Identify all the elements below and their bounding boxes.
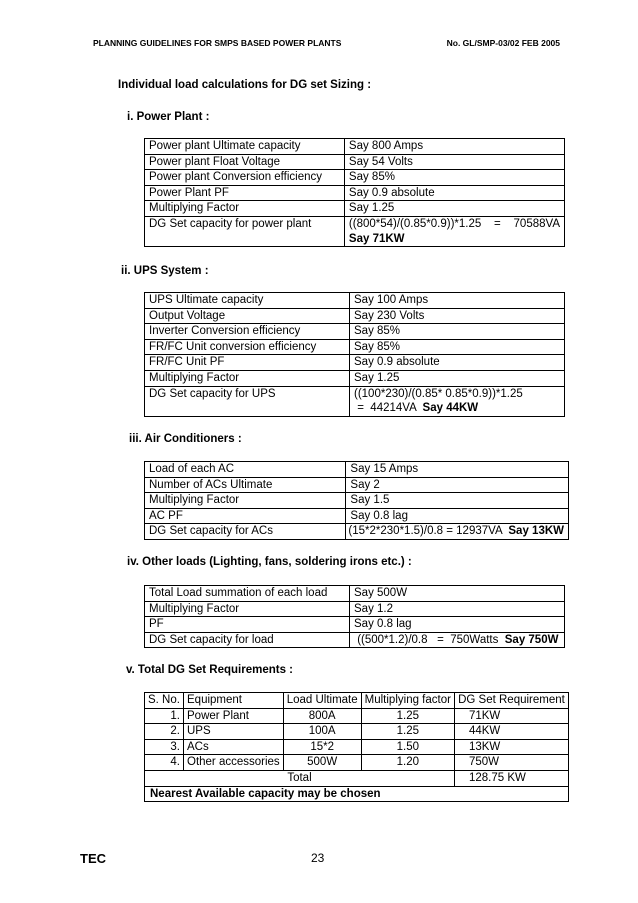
footer-org: TEC [80, 851, 106, 866]
total-label: Total [145, 770, 455, 786]
table-row [145, 477, 569, 493]
formula-text: ((100*230)/(0.85* 0.85*0.9))*1.25 [354, 387, 523, 400]
param-value: Say 1.25 [350, 370, 565, 386]
param-value: Say 85% [344, 170, 564, 186]
cell-requirement: 44KW [454, 724, 568, 740]
param-value: Say 500W [350, 586, 565, 602]
capacity-note: Nearest Available capacity may be chosen [150, 787, 381, 800]
param-label: Power plant Ultimate capacity [145, 139, 345, 155]
cell-requirement: 750W [454, 755, 568, 771]
param-label: Load of each AC [145, 462, 346, 478]
page-title: Individual load calculations for DG set Sizing : [118, 79, 372, 91]
cell-load: 100A [283, 724, 361, 740]
cell-equipment: Power Plant [184, 708, 284, 724]
ups-table [144, 292, 565, 417]
param-value: Say 100 Amps [350, 293, 565, 309]
formula-text: ((800*54)/(0.85*0.9))*1.25 = 70588VA [348, 217, 560, 230]
document-number: No. GL/SMP-03/02 FEB 2005 [446, 38, 560, 48]
table-row [145, 355, 565, 371]
table-row [145, 170, 565, 186]
table-row [145, 370, 565, 386]
param-value: Say 85% [350, 324, 565, 340]
section-heading-power-plant: i. Power Plant : [127, 111, 210, 123]
cell-equipment: Other accessories [184, 755, 284, 771]
total-row [145, 770, 569, 786]
result-text: Say 750W [504, 633, 559, 646]
formula-text: (15*2*230*1.5)/0.8 = 12937VA [348, 525, 509, 538]
table-row [145, 708, 569, 724]
table-row [145, 154, 565, 170]
ac-table [144, 461, 569, 540]
cell-load: 800A [283, 708, 361, 724]
column-header-multiplying-factor: Multiplying factor [361, 693, 454, 709]
cell-sno: 3. [145, 739, 184, 755]
param-value [346, 524, 569, 540]
table-row [145, 601, 565, 617]
param-label: FR/FC Unit PF [145, 355, 350, 371]
param-label: DG Set capacity for ACs [145, 524, 346, 540]
param-value: Say 54 Volts [344, 154, 564, 170]
result-text: Say 44KW [422, 402, 479, 415]
table-row [145, 201, 565, 217]
column-header-equipment: Equipment [184, 693, 284, 709]
table-row [145, 386, 565, 416]
param-value: Say 0.9 absolute [344, 185, 564, 201]
param-label: Output Voltage [145, 308, 350, 324]
section-heading-ac: iii. Air Conditioners : [129, 433, 242, 445]
cell-requirement: 71KW [454, 708, 568, 724]
cell-multiplying-factor: 1.20 [361, 755, 454, 771]
total-requirements-table [144, 692, 569, 802]
page-number: 23 [311, 851, 325, 865]
note-row [145, 786, 569, 802]
section-heading-total: v. Total DG Set Requirements : [126, 664, 293, 676]
cell-equipment: UPS [184, 724, 284, 740]
total-value: 128.75 KW [454, 770, 568, 786]
param-label: Multiplying Factor [145, 493, 346, 509]
table-row [145, 508, 569, 524]
param-value: Say 2 [346, 477, 569, 493]
table-row [145, 755, 569, 771]
param-label: FR/FC Unit conversion efficiency [145, 339, 350, 355]
table-row [145, 632, 565, 648]
cell-sno: 1. [145, 708, 184, 724]
table-row [145, 293, 565, 309]
param-label: Inverter Conversion efficiency [145, 324, 350, 340]
param-value: Say 1.25 [344, 201, 564, 217]
param-label: Number of ACs Ultimate [145, 477, 346, 493]
table-row [145, 216, 565, 246]
column-header-sno: S. No. [145, 693, 184, 709]
param-label: Power plant Float Voltage [145, 154, 345, 170]
section-heading-other-loads: iv. Other loads (Lighting, fans, soldering irons etc.) : [127, 556, 412, 568]
cell-requirement: 13KW [454, 739, 568, 755]
param-value [344, 216, 564, 246]
cell-sno: 2. [145, 724, 184, 740]
cell-multiplying-factor: 1.25 [361, 724, 454, 740]
param-value: Say 15 Amps [346, 462, 569, 478]
table-row [145, 493, 569, 509]
result-text: Say 71KW [348, 232, 405, 245]
cell-equipment: ACs [184, 739, 284, 755]
param-value: Say 1.5 [346, 493, 569, 509]
table-row [145, 462, 569, 478]
param-value: Say 800 Amps [344, 139, 564, 155]
param-label: Total Load summation of each load [145, 586, 350, 602]
cell-load: 500W [283, 755, 361, 771]
column-header-load: Load Ultimate [283, 693, 361, 709]
param-value: Say 0.8 lag [350, 617, 565, 633]
table-header-row [145, 693, 569, 709]
param-label: DG Set capacity for power plant [145, 216, 345, 246]
param-value: Say 85% [350, 339, 565, 355]
param-value: Say 1.2 [350, 601, 565, 617]
param-label: Multiplying Factor [145, 201, 345, 217]
cell-multiplying-factor: 1.25 [361, 708, 454, 724]
power-plant-table [144, 138, 565, 247]
table-row [145, 617, 565, 633]
param-label: AC PF [145, 508, 346, 524]
table-row [145, 185, 565, 201]
param-value [350, 386, 565, 416]
cell-multiplying-factor: 1.50 [361, 739, 454, 755]
param-label: Multiplying Factor [145, 601, 350, 617]
param-label: DG Set capacity for UPS [145, 386, 350, 416]
table-row [145, 339, 565, 355]
param-value: Say 0.9 absolute [350, 355, 565, 371]
param-label: UPS Ultimate capacity [145, 293, 350, 309]
param-label: PF [145, 617, 350, 633]
table-row [145, 324, 565, 340]
param-label: Power Plant PF [145, 185, 345, 201]
param-label: Multiplying Factor [145, 370, 350, 386]
section-heading-ups: ii. UPS System : [121, 265, 209, 277]
cell-load: 15*2 [283, 739, 361, 755]
table-row [145, 308, 565, 324]
param-label: Power plant Conversion efficiency [145, 170, 345, 186]
result-va: = 44214VA [354, 402, 423, 415]
param-label: DG Set capacity for load [145, 632, 350, 648]
param-value: Say 230 Volts [350, 308, 565, 324]
column-header-dg-requirement: DG Set Requirement [454, 693, 568, 709]
table-row [145, 739, 569, 755]
running-header-title: PLANNING GUIDELINES FOR SMPS BASED POWER PLANTS [93, 38, 342, 48]
table-row [145, 724, 569, 740]
formula-text: ((500*1.2)/0.8 = 750Watts [354, 633, 505, 646]
table-row [145, 586, 565, 602]
param-value: Say 0.8 lag [346, 508, 569, 524]
table-row [145, 524, 569, 540]
param-value [350, 632, 565, 648]
cell-sno: 4. [145, 755, 184, 771]
other-loads-table [144, 585, 565, 648]
result-text: Say 13KW [508, 525, 564, 538]
table-row [145, 139, 565, 155]
